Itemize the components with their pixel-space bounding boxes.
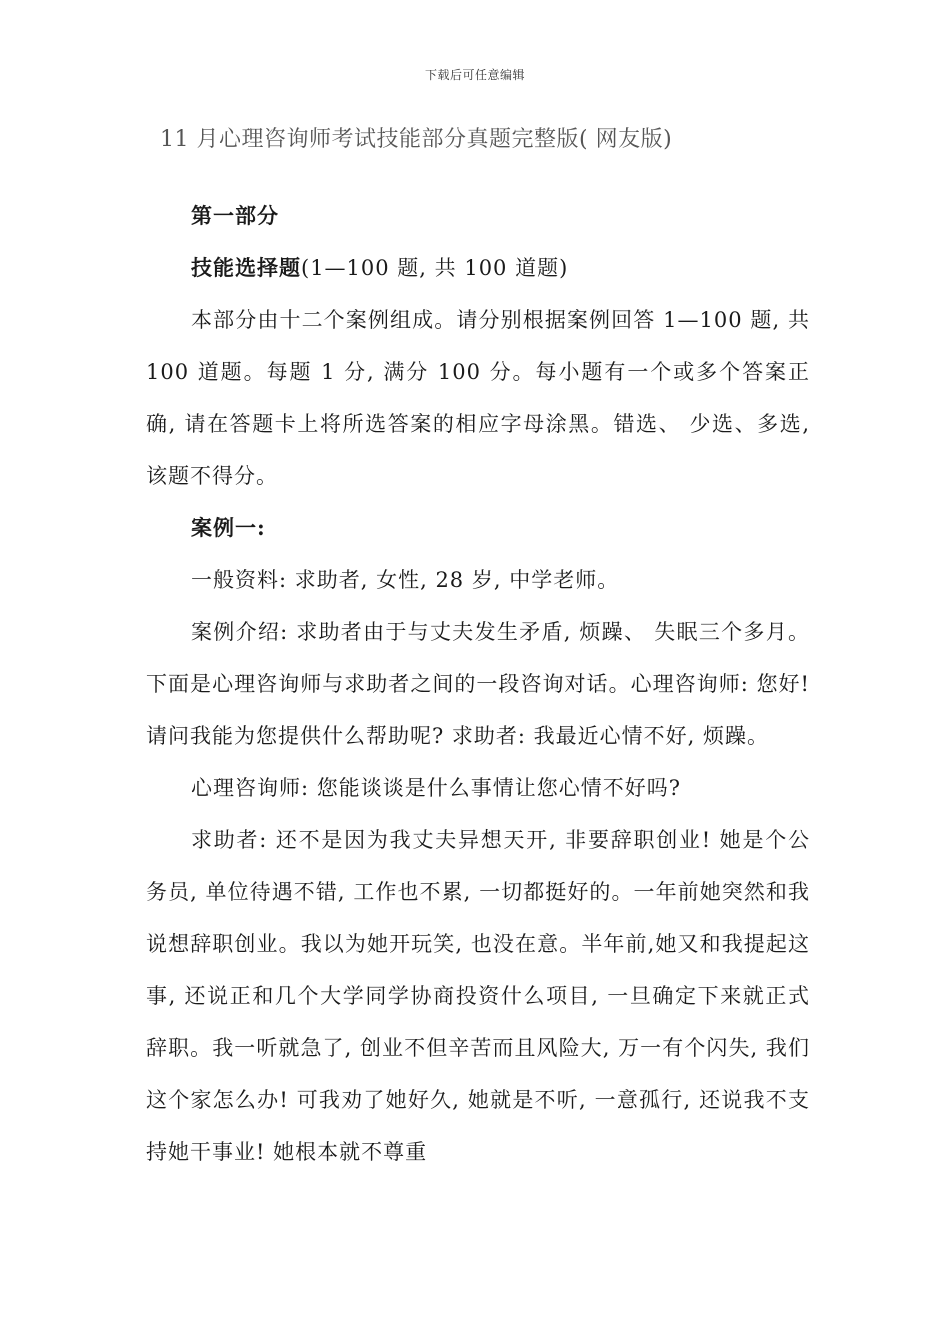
skills-heading-bold: 技能选择题: [191, 255, 301, 280]
document-body: [146, 190, 810, 1178]
skills-heading: [146, 242, 810, 294]
counselor-dialogue-line: 心理咨询师: 您能谈谈是什么事情让您心情不好吗?: [191, 776, 682, 800]
case-general-info: 一般资料: 求助者, 女性, 28 岁, 中学老师。: [191, 568, 620, 592]
part-heading: 第一部分: [191, 203, 279, 228]
section-intro-paragraph: 本部分由十二个案例组成。请分别根据案例回答 1—100 题, 共 100 道题。每题 1 分, 满分 100 分。每小题有一个或多个答案正确, 请在答题卡上将所选答案的相应字母涂黑。错选、 少选、多选, 该题不得分。: [146, 308, 810, 488]
client-dialogue-paragraph: 求助者: 还不是因为我丈夫异想天开, 非要辞职创业! 她是个公务员, 单位待遇不错, 工作也不累, 一切都挺好的。一年前她突然和我说想辞职创业。我以为她开玩笑, 也没在意。半年前,她又和我提起这事, 还说正和几个大学同学协商投资什么项目, 一旦确定下来就正式辞职。我一听就急了, 创业不但辛苦而且风险大, 万一有个闪失, 我们这个家怎么办! 可我劝了她好久, 她就是不听, 一意孤行, 还说我不支持她干事业! 她根本就不尊重: [146, 828, 810, 1164]
skills-heading-rest: (1—100 题, 共 100 道题): [301, 256, 569, 280]
case-introduction-paragraph: 案例介绍: 求助者由于与丈夫发生矛盾, 烦躁、 失眠三个多月。下面是心理咨询师与求助者之间的一段咨询对话。心理咨询师: 您好! 请问我能为您提供什么帮助呢? 求助者: 我最近心情不好, 烦躁。: [146, 620, 810, 748]
document-title: 11 月心理咨询师考试技能部分真题完整版( 网友版): [160, 127, 673, 152]
header-note: 下载后可任意编辑: [424, 68, 525, 82]
case-one-heading: 案例一:: [191, 515, 266, 540]
